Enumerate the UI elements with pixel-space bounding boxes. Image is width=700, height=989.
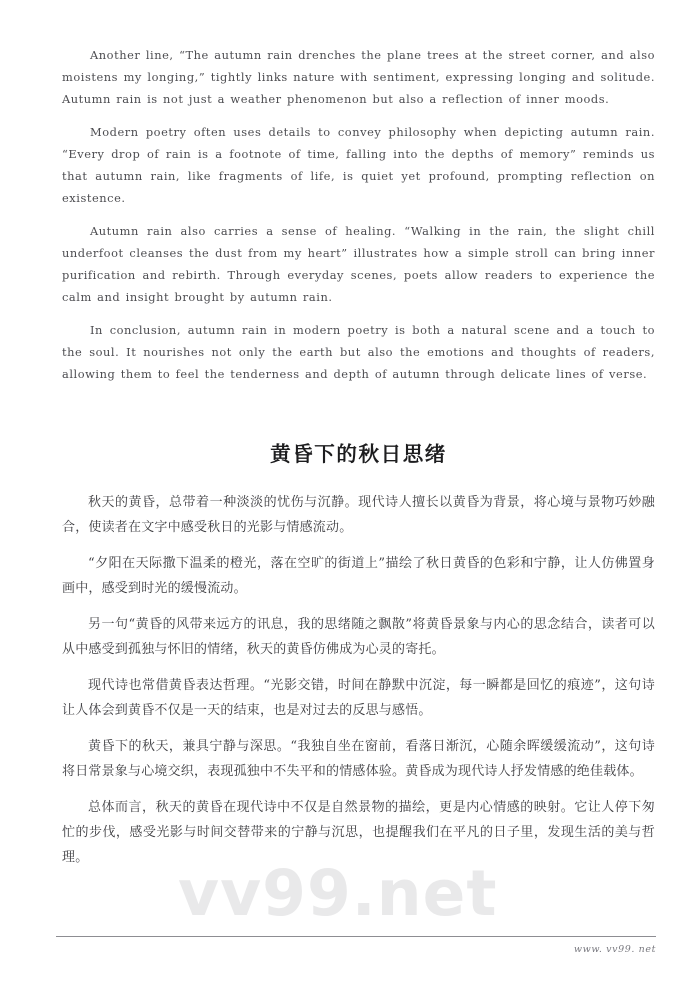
chinese-paragraph: 总体而言，秋天的黄昏在现代诗中不仅是自然景物的描绘，更是内心情感的映射。它让人停下匆忙的步伐，感受光影与时间交替带来的宁静与沉思，也提醒我们在平凡的日子里，发现生活的美与哲理。 [62, 799, 655, 865]
document-content [62, 44, 655, 870]
chinese-paragraph: 另一句“黄昏的风带来远方的讯息，我的思绪随之飘散”将黄昏景象与内心的思念结合，读者可以从中感受到孤独与怀旧的情绪，秋天的黄昏仿佛成为心灵的寄托。 [62, 616, 655, 657]
chinese-section [62, 490, 655, 870]
footer-url[interactable]: www. vv99. net [573, 944, 656, 955]
chinese-paragraph: 现代诗也常借黄昏表达哲理。“光影交错，时间在静默中沉淀，每一瞬都是回忆的痕迹”，这句诗让人体会到黄昏不仅是一天的结束，也是对过去的反思与感悟。 [62, 677, 655, 718]
english-paragraph: Autumn rain also carries a sense of healing. “Walking in the rain, the slight chill underfoot cleanses the dust from my heart” illustrates how a simple stroll can bring inner purification and rebirth. Through everyday scenes, poets allow readers to experience the calm and insight brought by autumn rain. [62, 224, 655, 304]
english-section [62, 44, 655, 385]
section-spacer [62, 385, 655, 441]
chinese-paragraph: 黄昏下的秋天，兼具宁静与深思。“我独自坐在窗前，看落日渐沉，心随余晖缓缓流动”，这句诗将日常景象与心境交织，表现孤独中不失平和的情感体验。黄昏成为现代诗人抒发情感的绝佳载体。 [62, 738, 655, 779]
english-paragraph: Modern poetry often uses details to convey philosophy when depicting autumn rain. “Every drop of rain is a footnote of time, falling into the depths of memory” reminds us that autumn rain, like fragments of life, is quiet yet profound, prompting reflection on existence. [62, 125, 655, 205]
chinese-paragraph: 秋天的黄昏，总带着一种淡淡的忧伤与沉静。现代诗人擅长以黄昏为背景，将心境与景物巧妙融合，使读者在文字中感受秋日的光影与情感流动。 [62, 494, 655, 535]
site-watermark: vv99.net [178, 857, 498, 930]
page-title: 黄昏下的秋日思绪 [270, 442, 447, 466]
footer-divider [56, 936, 656, 937]
chinese-paragraph: “夕阳在天际撒下温柔的橙光，落在空旷的街道上”描绘了秋日黄昏的色彩和宁静，让人仿佛置身画中，感受到时光的缓慢流动。 [62, 555, 655, 596]
page-footer [56, 936, 656, 955]
english-paragraph: Another line, “The autumn rain drenches the plane trees at the street corner, and also moistens my longing,” tightly links nature with sentiment, expressing longing and solitude. Autumn rain is not just a weather phenomenon but also a reflection of inner moods. [62, 48, 655, 106]
english-paragraph: In conclusion, autumn rain in modern poetry is both a natural scene and a touch to the soul. It nourishes not only the earth but also the emotions and thoughts of readers, allowing them to feel the tenderness and depth of autumn through delicate lines of verse. [62, 323, 655, 381]
